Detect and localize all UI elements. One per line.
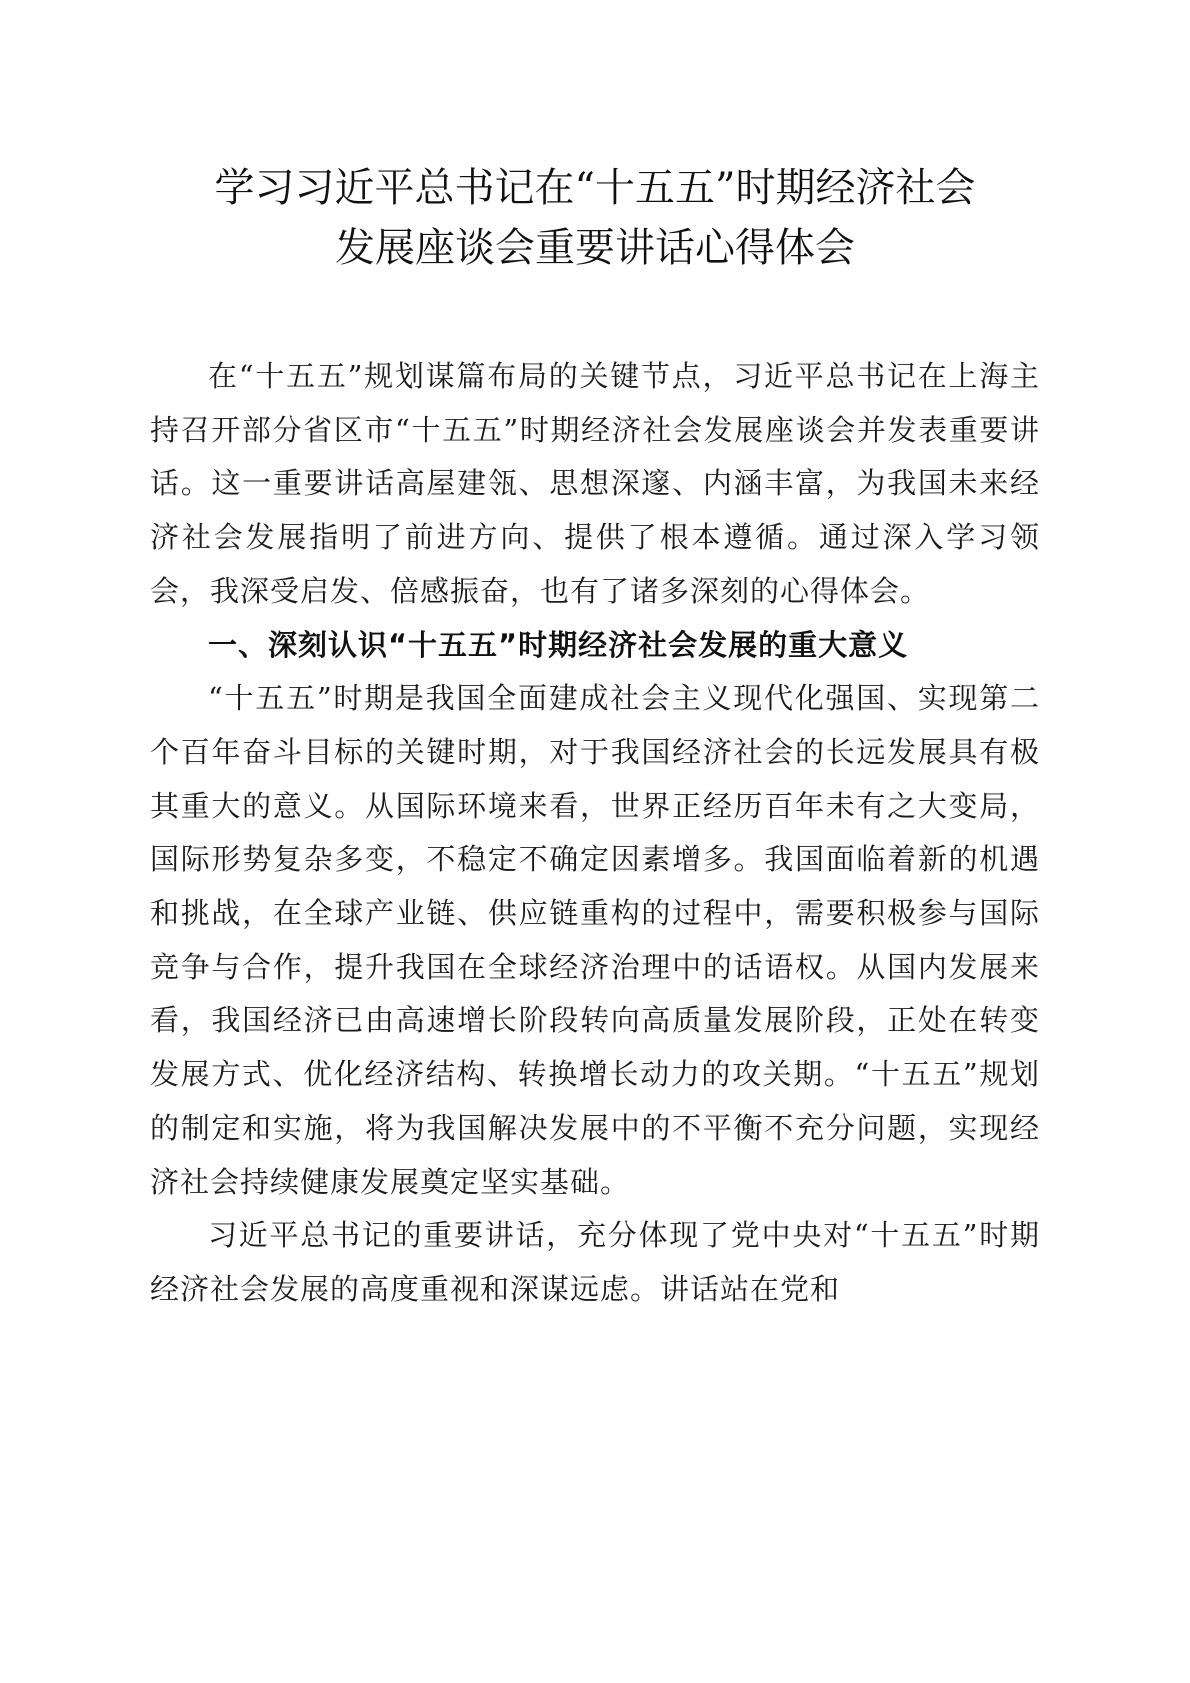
intro-paragraph: 在“十五五”规划谋篇布局的关键节点，习近平总书记在上海主持召开部分省区市“十五五”时期经济社会发展座谈会并发表重要讲话。这一重要讲话高屋建瓴、思想深邃、内涵丰富，为我国未来经济社会发展指明了前进方向、提供了根本遵循。通过深入学习领会，我深受启发、倍感振奋，也有了诸多深刻的心得体会。 <box>150 359 1040 608</box>
section-heading-1: 一、深刻认识“十五五”时期经济社会发展的重大意义 <box>208 627 909 662</box>
document-title-line-2: 发展座谈会重要讲话心得体会 <box>335 225 855 271</box>
document-body <box>150 350 1040 1317</box>
document-title-line-1: 学习习近平总书记在“十五五”时期经济社会 <box>214 165 976 211</box>
document-title <box>130 158 1060 278</box>
body-paragraph-2: 习近平总书记的重要讲话，充分体现了党中央对“十五五”时期经济社会发展的高度重视和深谋远虑。讲话站在党和 <box>150 1218 1040 1306</box>
body-paragraph-1: “十五五”时期是我国全面建成社会主义现代化强国、实现第二个百年奋斗目标的关键时期，对于我国经济社会的长远发展具有极其重大的意义。从国际环境来看，世界正经历百年未有之大变局，国际形势复杂多变，不稳定不确定因素增多。我国面临着新的机遇和挑战，在全球产业链、供应链重构的过程中，需要积极参与国际竞争与合作，提升我国在全球经济治理中的话语权。从国内发展来看，我国经济已由高速增长阶段转向高质量发展阶段，正处在转变发展方式、优化经济结构、转换增长动力的攻关期。“十五五”规划的制定和实施，将为我国解决发展中的不平衡不充分问题，实现经济社会持续健康发展奠定坚实基础。 <box>150 681 1040 1199</box>
